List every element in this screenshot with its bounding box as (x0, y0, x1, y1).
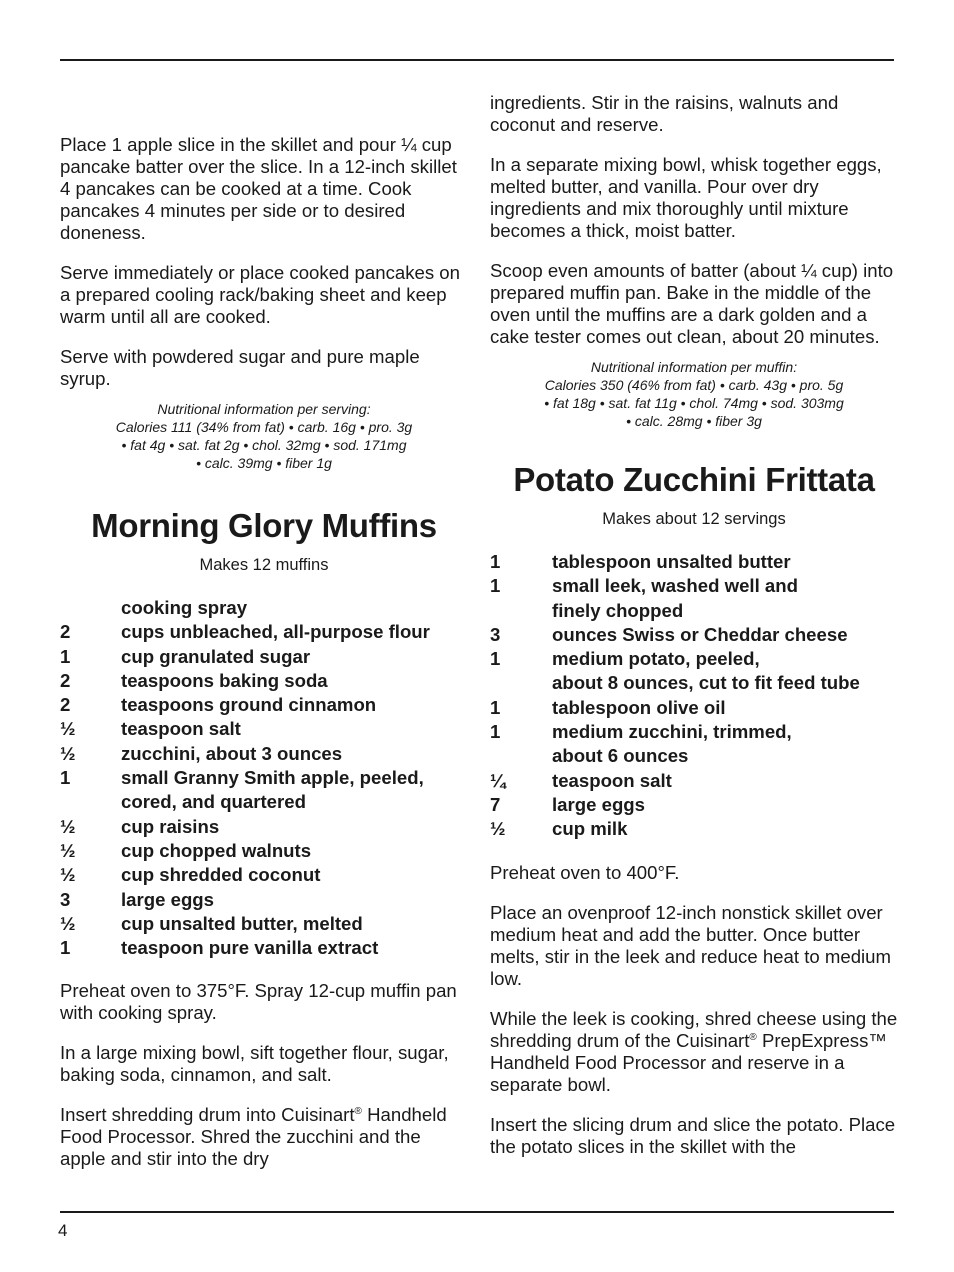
ingredient-row (490, 720, 898, 769)
nutrition-line: Nutritional information per muffin: (590, 359, 798, 375)
ingredient-item: medium zucchini, trimmed, about 6 ounces (552, 721, 792, 767)
recipe-yield: Makes about 12 servings (602, 510, 786, 528)
ingredient-item: tablespoon unsalted butter (552, 551, 791, 572)
ingredient-row (490, 793, 898, 817)
muffin-step-stir: ingredients. Stir in the raisins, walnuts and coconut and reserve. (490, 92, 839, 135)
pancake-step-cook: Place 1 apple slice in the skillet and pour ¼ cup pancake batter over the slice. In a 12-inch skillet 4 pancakes can be cooked at a time. Cook pancakes 4 minutes per side or to desired doneness. (60, 134, 457, 243)
registered-mark: ® (354, 1106, 362, 1118)
ingredient-item: ounces Swiss or Cheddar cheese (552, 623, 848, 645)
nutrition-line: Calories 350 (46% from fat) • carb. 43g • pro. 5g (544, 377, 844, 393)
ingredient-item: cooking spray (121, 597, 248, 618)
ingredient-row (60, 645, 468, 669)
ingredient-list-frittata (490, 550, 898, 842)
left-column (60, 134, 468, 1188)
ingredient-qty: ½ (490, 818, 506, 840)
ingredient-qty: ¼ (490, 769, 506, 791)
bottom-rule (60, 1211, 894, 1213)
step-text: Insert shredding drum into Cuisinart (60, 1104, 355, 1126)
ingredient-item: teaspoon pure vanilla extract (121, 937, 379, 959)
ingredient-item: cup granulated sugar (121, 645, 311, 667)
ingredient-row (490, 696, 898, 720)
pancake-nutrition (60, 400, 468, 472)
ingredient-item: large eggs (121, 888, 215, 910)
recipe-title-potato-zucchini-frittata: Potato Zucchini Frittata (513, 461, 875, 498)
ingredient-row (490, 623, 898, 647)
muffin-step-whisk: In a separate mixing bowl, whisk together eggs, melted butter, and vanilla. Pour over dry ingredients and mix thoroughly until mixture becomes a thick, moist batter. (490, 154, 882, 241)
ingredient-qty: 2 (60, 621, 71, 643)
step-text: PrepExpress™ Handheld Food Processor and reserve in a separate bowl. (490, 1029, 887, 1095)
nutrition-line: Calories 111 (34% from fat) • carb. 16g • pro. 3g (115, 419, 413, 435)
ingredient-row (490, 574, 898, 623)
ingredient-row (490, 817, 898, 841)
ingredient-row (60, 815, 468, 839)
ingredient-qty: 1 (490, 696, 501, 718)
ingredient-row (60, 596, 468, 620)
registered-mark: ® (749, 1031, 757, 1043)
ingredient-qty: 3 (490, 623, 501, 645)
ingredient-row (490, 647, 898, 696)
ingredient-item: teaspoon salt (121, 718, 241, 740)
ingredient-item: tablespoon olive oil (552, 696, 726, 718)
nutrition-line: • calc. 28mg • fiber 3g (626, 413, 762, 429)
ingredient-item: zucchini, about 3 ounces (121, 742, 343, 764)
nutrition-line: • fat 18g • sat. fat 11g • chol. 74mg • sod. 303mg (544, 395, 844, 411)
ingredient-qty: ½ (60, 815, 76, 837)
ingredient-row (60, 669, 468, 693)
page-number: 4 (58, 1221, 68, 1240)
ingredient-row (490, 550, 898, 574)
ingredient-item: teaspoons baking soda (121, 669, 328, 691)
ingredient-row (490, 769, 898, 793)
pancake-step-syrup: Serve with powdered sugar and pure maple syrup. (60, 346, 420, 389)
muffin-step-shred (60, 1104, 468, 1170)
ingredient-item: large eggs (552, 793, 646, 815)
ingredient-item: cups unbleached, all-purpose flour (121, 621, 430, 643)
ingredient-item: medium potato, peeled, about 8 ounces, cut to fit feed tube (552, 648, 860, 694)
ingredient-item: small leek, washed well and finely chopped (552, 575, 798, 621)
nutrition-line: • fat 4g • sat. fat 2g • chol. 32mg • sod. 171mg (121, 437, 407, 453)
ingredient-row (60, 839, 468, 863)
ingredient-row (60, 620, 468, 644)
ingredient-qty: 1 (490, 648, 501, 670)
ingredient-item: teaspoons ground cinnamon (121, 694, 377, 716)
ingredient-item: small Granny Smith apple, peeled, cored, and quartered (121, 767, 424, 813)
ingredient-qty: 1 (490, 721, 501, 743)
ingredient-item: cup milk (552, 818, 628, 840)
frittata-step-butter: Place an ovenproof 12-inch nonstick skillet over medium heat and add the butter. Once butter melts, stir in the leek and reduce heat to medium low. (490, 901, 892, 989)
frittata-step-preheat: Preheat oven to 400°F. (490, 861, 680, 883)
ingredient-qty: 1 (490, 551, 501, 572)
nutrition-line: Nutritional information per serving: (157, 401, 371, 417)
ingredient-item: cup chopped walnuts (121, 839, 312, 861)
ingredient-item: cup unsalted butter, melted (121, 912, 363, 934)
ingredient-item: cup raisins (121, 815, 220, 837)
recipe-yield: Makes 12 muffins (199, 556, 329, 574)
ingredient-qty: ½ (60, 718, 76, 740)
ingredient-item: cup shredded coconut (121, 864, 321, 886)
ingredient-row (60, 717, 468, 741)
ingredient-qty: 1 (60, 645, 71, 667)
muffin-step-sift: In a large mixing bowl, sift together flour, sugar, baking soda, cinnamon, and salt. (60, 1042, 449, 1086)
ingredient-qty: ½ (60, 912, 76, 934)
ingredient-qty: 1 (60, 937, 71, 959)
ingredient-row (60, 863, 468, 887)
ingredient-qty: 7 (490, 793, 501, 815)
nutrition-line: • calc. 39mg • fiber 1g (196, 455, 332, 471)
ingredient-row (60, 766, 468, 815)
ingredient-qty: 2 (60, 669, 71, 691)
ingredient-row (60, 742, 468, 766)
ingredient-qty (60, 596, 121, 620)
ingredient-qty: ½ (60, 864, 76, 886)
muffin-step-preheat: Preheat oven to 375°F. Spray 12-cup muffin pan with cooking spray. (60, 980, 457, 1024)
ingredient-list-muffins (60, 596, 468, 960)
ingredient-row (60, 912, 468, 936)
ingredient-row (60, 693, 468, 717)
ingredient-row (60, 888, 468, 912)
frittata-step-slice: Insert the slicing drum and slice the potato. Place the potato slices in the skillet with the (490, 1113, 896, 1157)
recipe-title-morning-glory-muffins: Morning Glory Muffins (91, 507, 437, 544)
ingredient-qty: 1 (490, 575, 501, 597)
ingredient-item: teaspoon salt (552, 769, 672, 791)
step-text: While the leek is cooking, shred cheese using the shredding drum of the Cuisinart (490, 1007, 898, 1051)
ingredient-qty: ½ (60, 839, 76, 861)
top-rule (60, 59, 894, 61)
right-column (490, 92, 898, 1176)
step-text: Handheld Food Processor. Shred the zucchini and the apple and stir into the dry (60, 1104, 447, 1170)
muffin-nutrition (490, 358, 898, 430)
ingredient-qty: 3 (60, 888, 71, 910)
ingredient-qty: ½ (60, 742, 76, 764)
pancake-step-serve: Serve immediately or place cooked pancakes on a prepared cooling rack/baking sheet and keep warm until all are cooked. (60, 262, 460, 327)
ingredient-qty: 2 (60, 694, 71, 716)
frittata-step-shred (490, 1008, 898, 1096)
muffin-step-bake: Scoop even amounts of batter (about ¼ cup) into prepared muffin pan. Bake in the middle of the oven until the muffins are a dark golden and a cake tester comes out clean, about 20 minutes. (490, 260, 894, 347)
ingredient-row (60, 936, 468, 960)
ingredient-qty: 1 (60, 767, 71, 789)
